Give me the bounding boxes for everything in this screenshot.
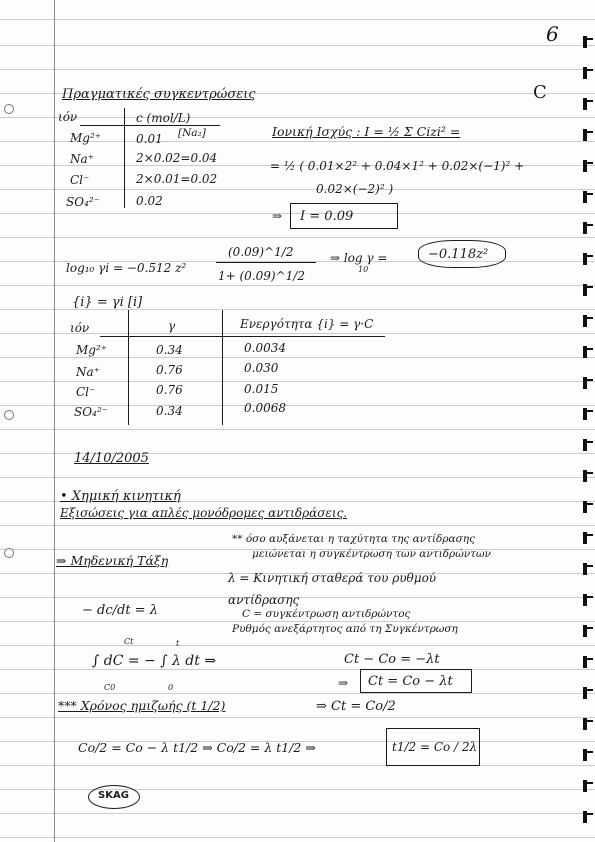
integral-equation: ∫ dC = − ∫ λ dt ⇒ [92, 653, 217, 669]
zero-order-result: Ct = Co − λt [368, 674, 453, 689]
binding-ring [583, 67, 593, 79]
integral-lower-1: C0 [104, 683, 116, 692]
half-life-result: t1/2 = Co / 2λ [392, 740, 478, 754]
activity-value-cl: 0.015 [244, 382, 279, 396]
table-header-ion: ιόν [58, 110, 78, 124]
binding-ring [583, 253, 593, 265]
half-life-derivation: Co/2 = Co − λ t1/2 ⇒ Co/2 = λ t1/2 ⇒ [78, 740, 316, 755]
kinetics-title: • Χημική κινητική [60, 489, 181, 504]
log-gamma-arrow-text: ⇒ log γ = [330, 251, 388, 265]
ion-mg: Mg²⁺ [70, 131, 102, 145]
ionic-strength-label: Ιονική Ισχύς : I = ½ Σ Cizi² = [272, 124, 461, 139]
ion-cl: Cl⁻ [70, 173, 90, 187]
binding-ring [583, 656, 593, 668]
rate-equation: − dc/dt = λ [82, 603, 158, 618]
binding-ring [583, 191, 593, 203]
log-base: 10 [358, 265, 369, 274]
conc-na: 2×0.02=0.04 [136, 151, 218, 165]
conc-so4: 0.02 [136, 194, 163, 208]
punch-hole [4, 104, 14, 114]
binding-ring [583, 501, 593, 513]
page-corner-mark: C [533, 82, 547, 103]
binding-ring [583, 594, 593, 606]
ion-na: Na⁺ [70, 152, 94, 166]
log-gamma-lhs: log₁₀ γi = −0.512 z² [66, 261, 187, 275]
integral-lower-2: 0 [168, 683, 174, 692]
fraction-bar [216, 262, 316, 263]
activity-ion-mg: Mg²⁺ [76, 343, 108, 357]
na2-note: [Na₂] [178, 127, 206, 139]
activity-value-mg: 0.0034 [244, 341, 286, 355]
binding-ring [583, 470, 593, 482]
activity-value-na: 0.030 [244, 361, 279, 375]
zero-order-step: Ct − Co = −λt [344, 652, 440, 667]
binding-ring [583, 780, 593, 792]
page-number: 6 [546, 22, 559, 46]
punch-hole [4, 410, 14, 420]
zero-order-note-1: ** όσο αυξάνεται η ταχύτητα της αντίδρασης [232, 533, 475, 545]
binding-ring [583, 284, 593, 296]
activity-table-header-line [100, 336, 385, 337]
binding-ring [583, 377, 593, 389]
ionic-strength-expansion-2: 0.02×(−2)² ) [316, 182, 394, 196]
binding-ring [583, 439, 593, 451]
rate-independence-note: Ρυθμός ανεξάρτητος από τη Συγκέντρωση [232, 623, 458, 635]
section-title: Πραγματικές συγκεντρώσεις [62, 87, 256, 102]
activity-value-so4: 0.0068 [244, 401, 286, 415]
date: 14/10/2005 [74, 451, 149, 466]
lambda-definition-2: αντίδρασης [228, 593, 300, 607]
binding-ring [583, 129, 593, 141]
activity-gamma-mg: 0.34 [156, 343, 183, 357]
ion-so4: SO₄²⁻ [66, 195, 101, 209]
log-gamma-result: −0.118z² [428, 247, 489, 262]
binding-ring [583, 222, 593, 234]
binding-ring [583, 315, 593, 327]
binding-ring [583, 98, 593, 110]
activity-header-activity: Ενεργότητα {i} = γ·C [240, 317, 374, 331]
ionic-strength-result: I = 0.09 [300, 209, 354, 224]
activity-gamma-cl: 0.76 [156, 383, 183, 397]
binding-ring [583, 749, 593, 761]
table-header-underline [80, 125, 220, 126]
binding-ring [583, 532, 593, 544]
margin-line [54, 0, 55, 842]
lambda-definition-1: λ = Κινητική σταθερά του ρυθμού [228, 571, 437, 585]
zero-order-note-2: μειώνεται η συγκέντρωση των αντιδρώντων [252, 548, 491, 560]
binding-ring [583, 36, 593, 48]
table-header-conc: c (mol/L) [136, 111, 191, 125]
conc-mg: 0.01 [136, 132, 163, 146]
activity-header-gamma: γ [168, 319, 176, 333]
implies-arrow: ⇒ [338, 676, 349, 690]
activity-ion-cl: Cl⁻ [76, 385, 96, 399]
binding-ring [583, 811, 593, 823]
activity-ion-so4: SO₄²⁻ [74, 405, 109, 419]
binding-ring [583, 563, 593, 575]
activity-gamma-na: 0.76 [156, 363, 183, 377]
activity-formula: {i} = γi [i] [72, 295, 143, 310]
binding-ring [583, 718, 593, 730]
binding-ring [583, 160, 593, 172]
implies-arrow: ⇒ [272, 209, 283, 223]
activity-header-ion: ιόν [70, 321, 90, 335]
zero-order-label: ⇒ Μηδενική Τάξη [56, 553, 169, 568]
ionic-strength-expansion-1: = ½ ( 0.01×2² + 0.04×1² + 0.02×(−1)² + [270, 159, 525, 173]
log-gamma-numerator: (0.09)^1/2 [228, 245, 294, 259]
binding-ring [583, 408, 593, 420]
binding-ring [583, 687, 593, 699]
activity-ion-na: Na⁺ [76, 365, 100, 379]
skag-stamp-text: SKAG [98, 790, 129, 801]
half-life-arrow-eq: ⇒ Ct = Co/2 [316, 699, 396, 714]
half-life-label: *** Χρόνος ημιζωής (t 1/2) [58, 698, 226, 713]
binding-ring [583, 346, 593, 358]
activity-gamma-so4: 0.34 [156, 404, 183, 418]
activity-table-col2 [222, 310, 223, 425]
activity-table-col1 [128, 310, 129, 425]
binding-ring [583, 625, 593, 637]
log-gamma-denominator: 1+ (0.09)^1/2 [218, 269, 305, 283]
punch-hole [4, 548, 14, 558]
integral-upper-1: Ct [124, 637, 134, 646]
c-definition: C = συγκέντρωση αντιδρώντος [242, 608, 411, 620]
conc-cl: 2×0.01=0.02 [136, 172, 218, 186]
integral-upper-2: t [176, 639, 180, 648]
table-divider [124, 108, 125, 208]
kinetics-subtitle: Εξισώσεις για απλές μονόδρομες αντιδράσεις. [60, 506, 348, 520]
